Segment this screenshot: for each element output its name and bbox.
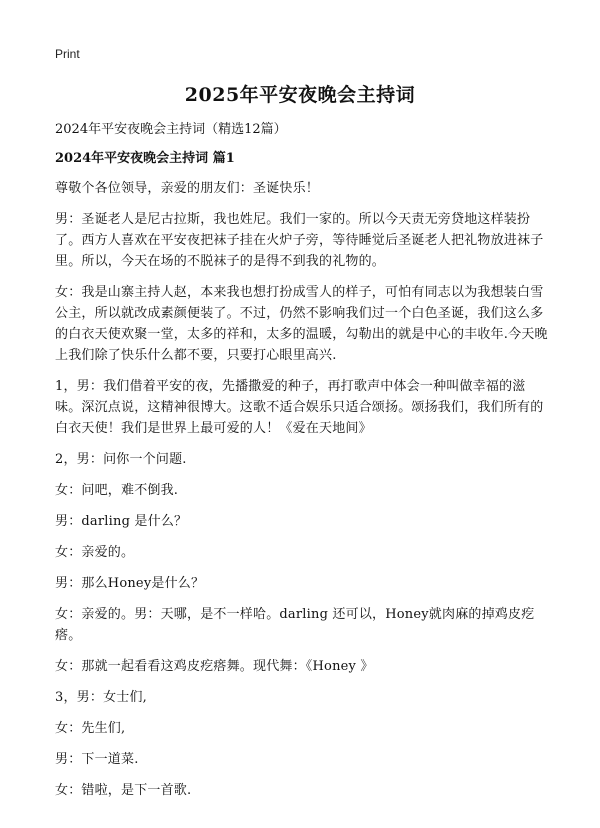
section-heading: 2024年平安夜晚会主持词 篇1: [55, 151, 235, 166]
dialogue-line: 男：下一道菜.: [55, 752, 139, 767]
dialogue-line: 男：那么Honey是什么？: [55, 576, 205, 591]
dialogue-line: 女：亲爱的。男：天哪，是不一样哈。darling 还可以，Honey就肉麻的掉鸡皮疙瘩。: [55, 607, 535, 643]
dialogue-line: 男：darling 是什么？: [55, 514, 188, 529]
dialogue-line: 女：错啦，是下一首歌.: [55, 783, 192, 798]
document-subtitle: 2024年平安夜晚会主持词（精选12篇）: [55, 122, 287, 137]
document-title: 2025年平安夜晚会主持词: [184, 84, 416, 106]
paragraph-greeting: 尊敬个各位领导，亲爱的朋友们：圣诞快乐！: [55, 181, 320, 196]
paragraph-program-1: 1，男：我们借着平安的夜，先播撒爱的种子，再打歌声中体会一种叫做幸福的滋味。深沉点说，这精神很博大。这歌不适合娱乐只适合颂扬。颂扬我们，我们所有的白衣天使！我们是世界上最可爱的人！《爱在天地间》: [55, 379, 544, 436]
document-body: [55, 121, 550, 811]
dialogue-line: 女：问吧，难不倒我.: [55, 483, 179, 498]
dialogue-line: 女：亲爱的。: [55, 545, 135, 560]
dialogue-line: 女：先生们,: [55, 721, 126, 736]
print-link[interactable]: Print: [55, 47, 80, 61]
paragraph-female-intro: 女：我是山寨主持人赵，本来我也想打扮成雪人的样子，可怕有同志以为我想装白雪公主，所以就改成素颜便装了。不过，仍然不影响我们过一个白色圣诞，我们这么多的白衣天使欢聚一堂，太多的祥和，太多的温暖，勾勒出的就是中心的丰收年.今天晚上我们除了快乐什么都不要，只要打心眼里高兴.: [55, 285, 548, 363]
paragraph-male-intro: 男：圣诞老人是尼古拉斯，我也姓尼。我们一家的。所以今天责无旁贷地这样装扮了。西方人喜欢在平安夜把袜子挂在火炉子旁，等待睡觉后圣诞老人把礼物放进袜子里。所以，今天在场的不脱袜子的是得不到我的礼物的。: [55, 212, 544, 269]
dialogue-line: 女：那就一起看看这鸡皮疙瘩舞。现代舞：《Honey 》: [55, 659, 374, 674]
dialogue-line: 3，男：女士们,: [55, 690, 148, 705]
dialogue-line: 2，男：问你一个问题.: [55, 452, 187, 467]
